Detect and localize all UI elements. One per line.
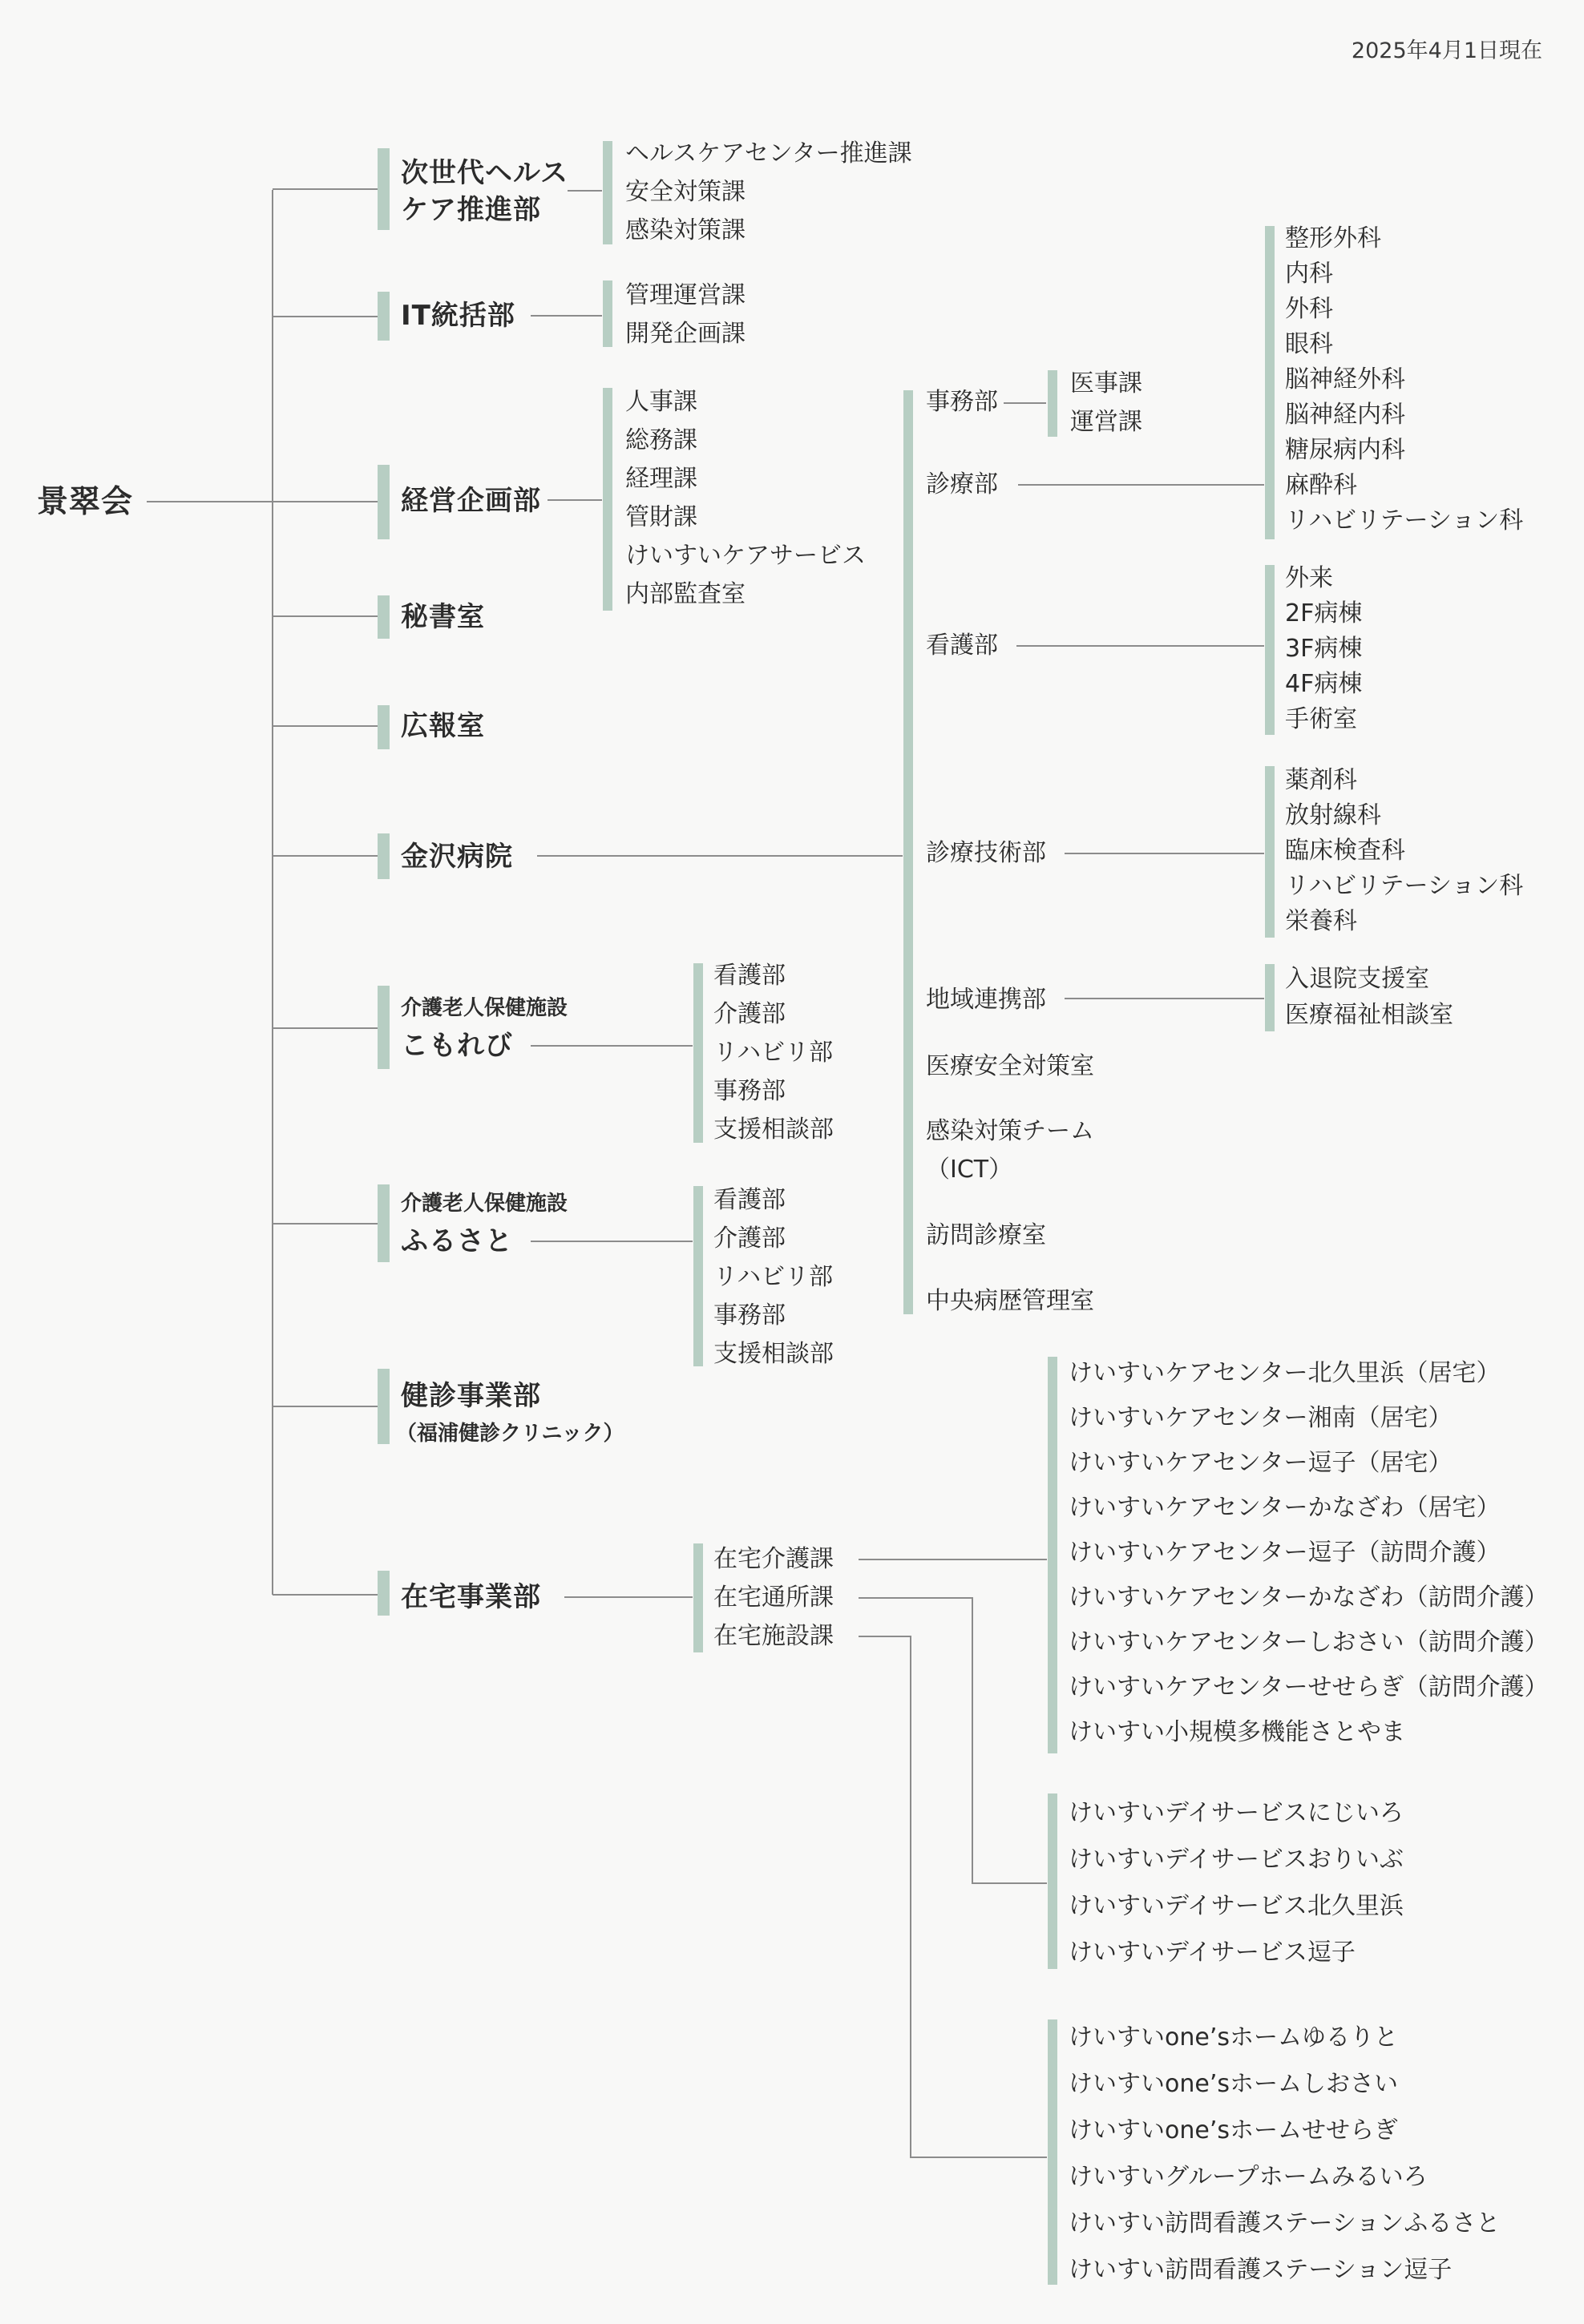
section-item: リハビリテーション科 [1285, 872, 1524, 900]
hospital-unit: 医療安全対策室 [926, 1052, 1094, 1080]
section-item: 在宅施設課 [713, 1622, 834, 1650]
service-item: けいすいデイサービスおりいぶ [1069, 1846, 1404, 1874]
section-item: 管財課 [625, 503, 697, 531]
section-item: 臨床検査科 [1285, 837, 1405, 865]
section-item: 栄養科 [1285, 907, 1357, 935]
dept-accent-bar [378, 148, 390, 230]
service-item: けいすいケアセンター北久里浜（居宅） [1069, 1359, 1501, 1387]
section-item: 糖尿病内科 [1285, 436, 1405, 464]
section-item: 看護部 [713, 962, 786, 990]
hospital-unit: 看護部 [926, 631, 998, 660]
section-item: 外来 [1285, 564, 1333, 592]
dept-it: IT統括部 [401, 300, 515, 332]
hospital-unit: 中央病歴管理室 [926, 1287, 1094, 1315]
section-item: 管理運営課 [625, 281, 746, 309]
section-item: 総務課 [625, 426, 697, 454]
sub-accent-bar [693, 963, 703, 1143]
sub-accent-bar [1048, 2019, 1057, 2285]
sub-accent-bar [1265, 964, 1275, 1031]
service-item: けいすい訪問看護ステーションふるさと [1069, 2209, 1501, 2237]
section-item: 在宅介護課 [713, 1545, 834, 1573]
hospital-unit: 訪問診療室 [926, 1221, 1046, 1249]
service-item: けいすいケアセンターかなざわ（訪問介護） [1069, 1584, 1549, 1612]
hospital-unit: 診療技術部 [926, 839, 1046, 867]
hospital-accent-bar [903, 390, 913, 1314]
service-item: けいすいケアセンター逗子（居宅） [1069, 1449, 1453, 1477]
section-item: 支援相談部 [713, 1340, 834, 1368]
hospital-unit: 感染対策チーム [926, 1117, 1094, 1145]
clinic-name: （福浦健診クリニック） [396, 1422, 624, 1446]
root-organization: 景翠会 [37, 483, 134, 520]
section-item: 事務部 [713, 1077, 786, 1105]
dept-kenshin: 健診事業部 [401, 1380, 541, 1412]
dept-hisho: 秘書室 [401, 601, 485, 633]
section-item: 支援相談部 [713, 1116, 834, 1144]
hospital-unit: 診療部 [926, 470, 998, 498]
service-item: けいすいケアセンターせせらぎ（訪問介護） [1069, 1673, 1549, 1701]
service-item: けいすい小規模多機能さとやま [1069, 1718, 1405, 1746]
sub-accent-bar [1265, 766, 1275, 938]
section-item: 2F病棟 [1285, 599, 1363, 627]
dept-accent-bar [378, 1571, 390, 1616]
section-item: 3F病棟 [1285, 635, 1363, 663]
sub-accent-bar [1048, 1357, 1057, 1753]
dept-accent-bar [378, 705, 390, 749]
service-item: けいすいデイサービスにじいろ [1069, 1799, 1404, 1827]
section-item: 安全対策課 [625, 178, 746, 206]
sub-accent-bar [603, 280, 612, 347]
dept-komorebi: こもれび [401, 1030, 513, 1062]
sub-accent-bar [603, 388, 612, 611]
section-item: 感染対策課 [625, 216, 746, 244]
section-item: 事務部 [713, 1301, 786, 1329]
dept-accent-bar [378, 292, 390, 341]
sub-accent-bar [603, 141, 612, 244]
dept-zaitaku: 在宅事業部 [401, 1581, 541, 1613]
service-item: けいすいデイサービス逗子 [1069, 1939, 1356, 1967]
dept-accent-bar [378, 833, 390, 879]
hospital-unit: 地域連携部 [926, 986, 1046, 1014]
dept-jisedai-health: ケア推進部 [401, 194, 541, 226]
section-item: 内部監査室 [625, 580, 746, 608]
service-item: けいすいone’sホームせせらぎ [1069, 2116, 1398, 2144]
service-item: けいすいケアセンター逗子（訪問介護） [1069, 1539, 1501, 1567]
section-item: 人事課 [625, 388, 697, 416]
dept-accent-bar [378, 465, 390, 539]
section-item: 介護部 [713, 1225, 786, 1253]
section-item: 運営課 [1070, 408, 1142, 436]
service-item: けいすいグループホームみるいろ [1069, 2163, 1428, 2191]
sub-accent-bar [1265, 226, 1275, 539]
section-item: 脳神経外科 [1285, 365, 1405, 393]
dept-jisedai-health: 次世代ヘルス [401, 157, 568, 189]
service-item: けいすいケアセンター湘南（居宅） [1069, 1404, 1453, 1432]
section-item: 介護部 [713, 1000, 786, 1028]
dept-furusato: ふるさと [401, 1225, 513, 1257]
dept-accent-bar [378, 595, 390, 639]
section-item: 整形外科 [1285, 224, 1381, 252]
service-item: けいすいone’sホームしおさい [1069, 2070, 1398, 2098]
section-item: 薬剤科 [1285, 766, 1357, 794]
facility-type-label: 介護老人保健施設 [401, 996, 568, 1020]
section-item: 在宅通所課 [713, 1584, 834, 1612]
sub-accent-bar [693, 1186, 703, 1366]
section-item: 外科 [1285, 295, 1333, 323]
section-item: 4F病棟 [1285, 670, 1363, 698]
service-item: けいすいone’sホームゆるりと [1069, 2023, 1398, 2052]
service-item: けいすいデイサービス北久里浜 [1069, 1892, 1404, 1920]
dept-kanazawa-hospital: 金沢病院 [401, 841, 513, 873]
section-item: 放射線科 [1285, 801, 1381, 829]
zaitaku-tsusho-connector [859, 1598, 1047, 1883]
dept-accent-bar [378, 986, 390, 1069]
section-item: リハビリ部 [713, 1263, 834, 1291]
section-item: 内科 [1285, 260, 1333, 288]
section-item: 脳神経内科 [1285, 401, 1405, 429]
service-item: けいすいケアセンターしおさい（訪問介護） [1069, 1628, 1549, 1656]
section-item: 麻酔科 [1285, 471, 1357, 499]
hospital-unit: 事務部 [926, 388, 998, 416]
section-item: 医事課 [1070, 369, 1142, 397]
section-item: 手術室 [1285, 705, 1357, 733]
sub-accent-bar [1048, 370, 1057, 437]
facility-type-label: 介護老人保健施設 [401, 1192, 568, 1216]
zaitaku-shisetsu-connector [859, 1636, 1047, 2157]
section-item: 開発企画課 [625, 320, 746, 348]
sub-accent-bar [693, 1543, 703, 1652]
dept-accent-bar [378, 1369, 390, 1444]
sub-accent-bar [1265, 565, 1275, 735]
section-item: 経理課 [625, 465, 697, 493]
section-item: 眼科 [1285, 330, 1333, 358]
as-of-date: 2025年4月1日現在 [1351, 38, 1542, 63]
section-item: 看護部 [713, 1186, 786, 1214]
section-item: けいすいケアサービス [625, 542, 866, 570]
service-item: けいすいケアセンターかなざわ（居宅） [1069, 1494, 1501, 1522]
section-item: リハビリテーション科 [1285, 506, 1524, 535]
section-item: 医療福祉相談室 [1285, 1001, 1453, 1029]
service-item: けいすい訪問看護ステーション逗子 [1069, 2256, 1453, 2284]
section-item: 入退院支援室 [1285, 965, 1429, 993]
section-item: ヘルスケアセンター推進課 [625, 139, 912, 167]
dept-accent-bar [378, 1184, 390, 1262]
dept-koho: 広報室 [401, 710, 485, 742]
dept-keiei-kikaku: 経営企画部 [401, 485, 541, 517]
hospital-unit: （ICT） [926, 1156, 1013, 1184]
section-item: リハビリ部 [713, 1039, 834, 1067]
sub-accent-bar [1048, 1793, 1057, 1969]
